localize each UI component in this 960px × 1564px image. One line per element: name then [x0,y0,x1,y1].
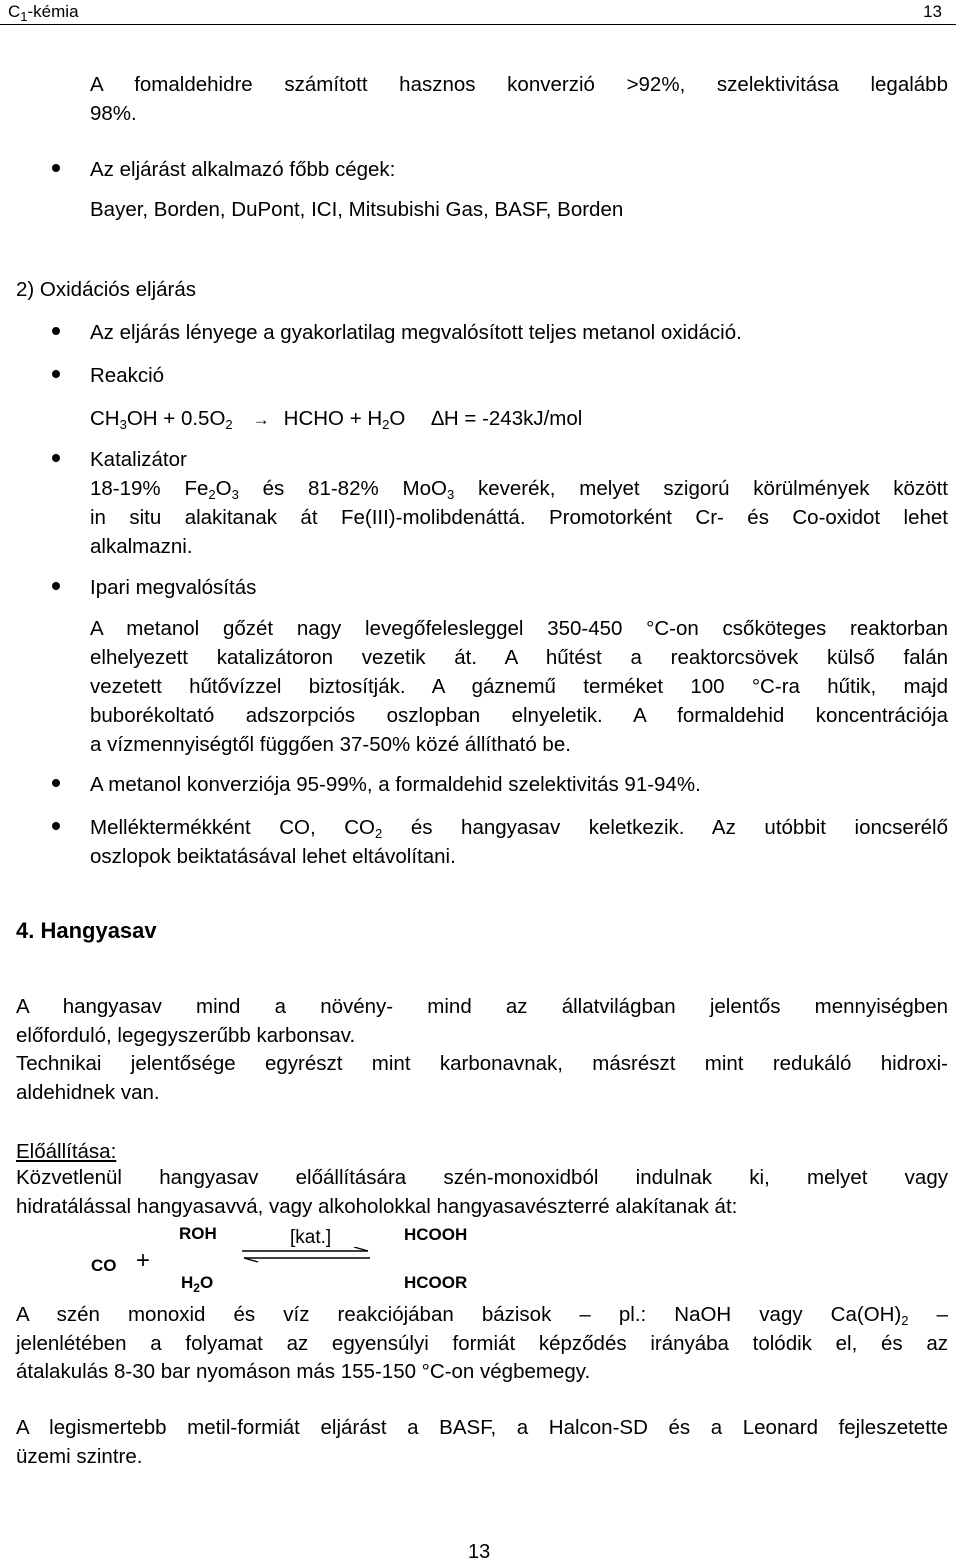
companies-list: Bayer, Borden, DuPont, ICI, Mitsubishi Gas, BASF, Borden [90,198,624,221]
conversion-stats: A metanol konverziója 95-99%, a formaldehid szelektivitás 91-94%. [90,773,701,796]
companies-title: Az eljárást alkalmazó főbb cégek: [90,158,396,181]
preparation-heading: Előállítása: [16,1140,117,1163]
industrial-line-2: elhelyezett katalizátoron vezetik át. A hűtést a reaktorcsövek külső falán [90,646,948,669]
base-line-1: A szén monoxid és víz reakciójában bázisok – pl.: NaOH vagy $Ca(OH)_2$ – [16,1303,948,1328]
scheme-catalyst: [kat.] [290,1227,332,1248]
bullet-icon [52,822,60,830]
scheme-co: CO [91,1256,117,1275]
formic-intro-line-1: A hangyasav mind a növény- mind az állatvilágban jelentős mennyiségben [16,995,948,1018]
industrial-line-3: vezetett hűtővízzel biztosítják. A gáznemű terméket 100 °C-ra hűtik, majd [90,675,948,698]
base-line-3: átalakulás 8-30 bar nyomáson más 155-150 °C-on végbemegy. [16,1360,591,1383]
formic-intro-line-2: előforduló, legegyszerűbb karbonsav. [16,1024,356,1047]
preparation-line-1: Közvetlenül hangyasav előállítására szén-monoxidból indulnak ki, melyet vagy [16,1166,948,1189]
reaction-label: Reakció [90,364,165,387]
preparation-line-2: hidratálással hangyasavvá, vagy alkoholokkal hangyasavészterré alakítanak át: [16,1195,738,1218]
conversion-line-2: 98%. [90,102,137,125]
bullet-icon [52,370,60,378]
scheme-roh: ROH [179,1224,217,1243]
byproducts-line-1: Melléktermékként CO, $CO_2$ és hangyasav keletkezik. Az utóbbit ioncserélő [90,816,948,841]
methyl-formate-line-1: A legismertebb metil-formiát eljárást a BASF, a Halcon-SD és a Leonard fejleszetette [16,1416,948,1439]
scheme-hcoor: HCOOR [404,1273,468,1292]
section-heading-formic-acid: 4. Hangyasav [16,918,157,943]
catalyst-line-3: alkalmazni. [90,535,193,558]
formic-tech-line-2: aldehidnek van. [16,1081,160,1104]
methyl-formate-line-2: üzemi szintre. [16,1445,143,1468]
reaction-arrow-icon: → [252,410,270,429]
industrial-line-1: A metanol gőzét nagy levegőfelesleggel 350-450 °C-on csőköteges reaktorban [90,617,948,640]
conversion-line-1: A fomaldehidre számított hasznos konverzió >92%, szelektivitása legalább [90,73,948,96]
page-header [0,0,956,25]
bullet-icon [52,327,60,335]
equilibrium-arrow-icon [240,1247,372,1263]
catalyst-label: Katalizátor [90,448,187,471]
industrial-line-5: a vízmennyiségtől függően 37-50% közé állítható be. [90,733,571,756]
catalyst-line-1: 18-19% $Fe_2O_3$ és 81-82% MoO$_3$ keverék, melyet szigorú körülmények között [90,477,948,502]
section-heading-oxidation: 2) Oxidációs eljárás [16,278,197,301]
formic-tech-line-1: Technikai jelentősége egyrészt mint karbonavnak, másrészt mint redukáló hidroxi- [16,1052,948,1075]
reaction-equation: $CH_3OH + 0.5O_2$ → HCHO + $H_2O$ ∆H = -243kJ/mol [90,407,583,432]
scheme-water: $H_2O$ [181,1273,214,1295]
oxidation-essence: Az eljárás lényege a gyakorlatilag megvalósított teljes metanol oxidáció. [90,321,742,344]
bullet-icon [52,582,60,590]
bullet-icon [52,164,60,172]
bullet-icon [52,454,60,462]
byproducts-line-2: oszlopok beiktatásával lehet eltávolítani. [90,845,456,868]
scheme-plus: + [136,1247,151,1274]
industrial-line-4: buborékoltató adszorpciós oszlopban elnyeletik. A formaldehid koncentrációja [90,704,948,727]
scheme-hcooh: HCOOH [404,1225,468,1244]
bullet-icon [52,779,60,787]
footer-page-number: 13 [468,1541,491,1563]
base-line-2: jelenlétében a folyamat az egyensúlyi formiát képződés irányába tolódik el, és az [16,1332,948,1355]
header-title: $C_1$-kémia [8,2,79,24]
catalyst-line-2: in situ alakitanak át Fe(III)-molibdenáttá. Promotorként Cr- és Co-oxidot lehet [90,506,948,529]
header-page-number: 13 [923,2,942,21]
industrial-label: Ipari megvalósítás [90,576,257,599]
